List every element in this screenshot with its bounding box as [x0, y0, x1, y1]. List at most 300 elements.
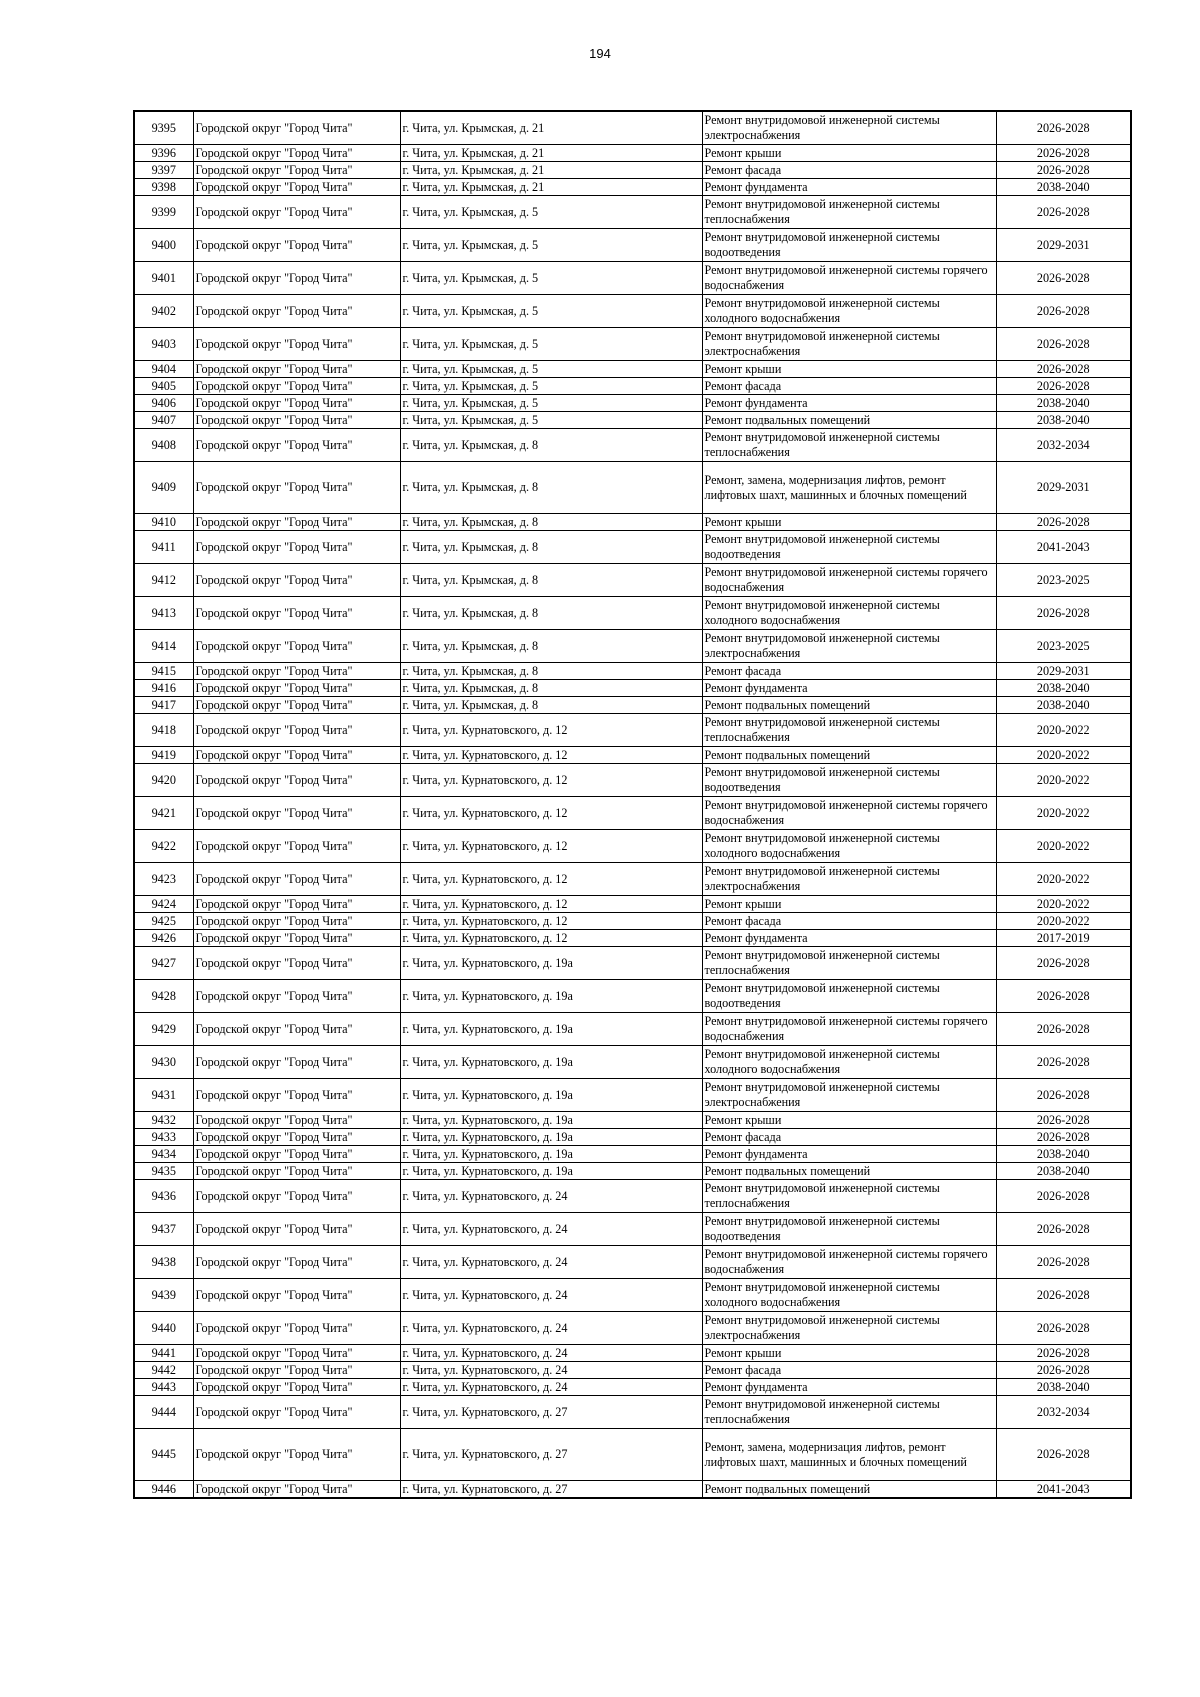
period-cell: 2032-2034 [996, 1396, 1131, 1429]
work-type-cell: Ремонт крыши [702, 896, 996, 913]
table-row [134, 514, 1131, 531]
municipality-cell: Городской округ "Город Чита" [193, 714, 400, 747]
table-row [134, 262, 1131, 295]
period-cell: 2038-2040 [996, 1163, 1131, 1180]
period-cell: 2026-2028 [996, 1213, 1131, 1246]
work-type-cell: Ремонт внутридомовой инженерной системы водоотведения [702, 980, 996, 1013]
work-type-cell: Ремонт фундамента [702, 1379, 996, 1396]
work-type-cell: Ремонт, замена, модернизация лифтов, ремонт лифтовых шахт, машинных и блочных помещений [702, 462, 996, 514]
work-type-cell: Ремонт фасада [702, 162, 996, 179]
address-cell: г. Чита, ул. Крымская, д. 8 [400, 680, 702, 697]
row-number: 9429 [134, 1013, 193, 1046]
table-row [134, 179, 1131, 196]
municipality-cell: Городской округ "Город Чита" [193, 111, 400, 145]
row-number: 9426 [134, 930, 193, 947]
row-number: 9443 [134, 1379, 193, 1396]
row-number: 9415 [134, 663, 193, 680]
address-cell: г. Чита, ул. Крымская, д. 5 [400, 361, 702, 378]
municipality-cell: Городской округ "Город Чита" [193, 980, 400, 1013]
work-type-cell: Ремонт внутридомовой инженерной системы электроснабжения [702, 863, 996, 896]
row-number: 9405 [134, 378, 193, 395]
period-cell: 2029-2031 [996, 663, 1131, 680]
address-cell: г. Чита, ул. Крымская, д. 21 [400, 179, 702, 196]
address-cell: г. Чита, ул. Крымская, д. 5 [400, 196, 702, 229]
table-row [134, 1396, 1131, 1429]
work-type-cell: Ремонт внутридомовой инженерной системы теплоснабжения [702, 714, 996, 747]
period-cell: 2029-2031 [996, 462, 1131, 514]
municipality-cell: Городской округ "Город Чита" [193, 913, 400, 930]
work-type-cell: Ремонт подвальных помещений [702, 1481, 996, 1499]
work-type-cell: Ремонт внутридомовой инженерной системы электроснабжения [702, 328, 996, 361]
table-row [134, 1180, 1131, 1213]
table-row [134, 947, 1131, 980]
row-number: 9416 [134, 680, 193, 697]
municipality-cell: Городской округ "Город Чита" [193, 361, 400, 378]
row-number: 9422 [134, 830, 193, 863]
municipality-cell: Городской округ "Город Чита" [193, 747, 400, 764]
row-number: 9398 [134, 179, 193, 196]
address-cell: г. Чита, ул. Крымская, д. 21 [400, 111, 702, 145]
period-cell: 2026-2028 [996, 378, 1131, 395]
period-cell: 2026-2028 [996, 1180, 1131, 1213]
address-cell: г. Чита, ул. Крымская, д. 8 [400, 462, 702, 514]
period-cell: 2038-2040 [996, 1379, 1131, 1396]
address-cell: г. Чита, ул. Курнатовского, д. 12 [400, 764, 702, 797]
table-row [134, 145, 1131, 162]
period-cell: 2026-2028 [996, 111, 1131, 145]
work-type-cell: Ремонт внутридомовой инженерной системы электроснабжения [702, 1312, 996, 1345]
address-cell: г. Чита, ул. Крымская, д. 5 [400, 378, 702, 395]
row-number: 9434 [134, 1146, 193, 1163]
municipality-cell: Городской округ "Город Чита" [193, 1046, 400, 1079]
period-cell: 2020-2022 [996, 896, 1131, 913]
work-type-cell: Ремонт внутридомовой инженерной системы водоотведения [702, 1213, 996, 1246]
address-cell: г. Чита, ул. Курнатовского, д. 12 [400, 896, 702, 913]
work-type-cell: Ремонт внутридомовой инженерной системы горячего водоснабжения [702, 1013, 996, 1046]
table-row [134, 462, 1131, 514]
table-row [134, 1112, 1131, 1129]
row-number: 9407 [134, 412, 193, 429]
row-number: 9438 [134, 1246, 193, 1279]
row-number: 9402 [134, 295, 193, 328]
municipality-cell: Городской округ "Город Чита" [193, 680, 400, 697]
address-cell: г. Чита, ул. Крымская, д. 21 [400, 162, 702, 179]
table-row [134, 680, 1131, 697]
period-cell: 2026-2028 [996, 1362, 1131, 1379]
row-number: 9439 [134, 1279, 193, 1312]
work-type-cell: Ремонт внутридомовой инженерной системы холодного водоснабжения [702, 597, 996, 630]
municipality-cell: Городской округ "Город Чита" [193, 412, 400, 429]
row-number: 9417 [134, 697, 193, 714]
row-number: 9437 [134, 1213, 193, 1246]
row-number: 9408 [134, 429, 193, 462]
address-cell: г. Чита, ул. Курнатовского, д. 24 [400, 1362, 702, 1379]
address-cell: г. Чита, ул. Крымская, д. 5 [400, 328, 702, 361]
work-type-cell: Ремонт внутридомовой инженерной системы горячего водоснабжения [702, 564, 996, 597]
row-number: 9412 [134, 564, 193, 597]
address-cell: г. Чита, ул. Курнатовского, д. 12 [400, 913, 702, 930]
municipality-cell: Городской округ "Город Чита" [193, 1129, 400, 1146]
row-number: 9414 [134, 630, 193, 663]
address-cell: г. Чита, ул. Крымская, д. 8 [400, 514, 702, 531]
period-cell: 2026-2028 [996, 1312, 1131, 1345]
municipality-cell: Городской округ "Город Чита" [193, 196, 400, 229]
municipality-cell: Городской округ "Город Чита" [193, 1246, 400, 1279]
table-row [134, 630, 1131, 663]
work-type-cell: Ремонт фундамента [702, 179, 996, 196]
municipality-cell: Городской округ "Город Чита" [193, 1163, 400, 1180]
work-type-cell: Ремонт подвальных помещений [702, 1163, 996, 1180]
address-cell: г. Чита, ул. Крымская, д. 21 [400, 145, 702, 162]
work-type-cell: Ремонт внутридомовой инженерной системы горячего водоснабжения [702, 1246, 996, 1279]
row-number: 9400 [134, 229, 193, 262]
table-row [134, 229, 1131, 262]
address-cell: г. Чита, ул. Курнатовского, д. 12 [400, 797, 702, 830]
work-type-cell: Ремонт подвальных помещений [702, 697, 996, 714]
work-type-cell: Ремонт внутридомовой инженерной системы теплоснабжения [702, 947, 996, 980]
address-cell: г. Чита, ул. Курнатовского, д. 27 [400, 1396, 702, 1429]
municipality-cell: Городской округ "Город Чита" [193, 863, 400, 896]
work-type-cell: Ремонт внутридомовой инженерной системы горячего водоснабжения [702, 797, 996, 830]
address-cell: г. Чита, ул. Курнатовского, д. 19а [400, 1079, 702, 1112]
row-number: 9425 [134, 913, 193, 930]
work-type-cell: Ремонт фасада [702, 913, 996, 930]
period-cell: 2038-2040 [996, 412, 1131, 429]
address-cell: г. Чита, ул. Курнатовского, д. 19а [400, 980, 702, 1013]
table-row [134, 1312, 1131, 1345]
row-number: 9396 [134, 145, 193, 162]
table-row [134, 697, 1131, 714]
work-type-cell: Ремонт внутридомовой инженерной системы горячего водоснабжения [702, 262, 996, 295]
period-cell: 2020-2022 [996, 797, 1131, 830]
table-row [134, 295, 1131, 328]
address-cell: г. Чита, ул. Курнатовского, д. 24 [400, 1345, 702, 1362]
address-cell: г. Чита, ул. Курнатовского, д. 12 [400, 863, 702, 896]
work-type-cell: Ремонт подвальных помещений [702, 412, 996, 429]
work-type-cell: Ремонт фундамента [702, 395, 996, 412]
work-type-cell: Ремонт внутридомовой инженерной системы электроснабжения [702, 1079, 996, 1112]
row-number: 9420 [134, 764, 193, 797]
address-cell: г. Чита, ул. Курнатовского, д. 12 [400, 930, 702, 947]
period-cell: 2026-2028 [996, 947, 1131, 980]
work-type-cell: Ремонт внутридомовой инженерной системы холодного водоснабжения [702, 1279, 996, 1312]
municipality-cell: Городской округ "Город Чита" [193, 1279, 400, 1312]
table-row [134, 797, 1131, 830]
address-cell: г. Чита, ул. Крымская, д. 5 [400, 229, 702, 262]
work-type-cell: Ремонт внутридомовой инженерной системы водоотведения [702, 764, 996, 797]
row-number: 9401 [134, 262, 193, 295]
period-cell: 2026-2028 [996, 1345, 1131, 1362]
municipality-cell: Городской округ "Город Чита" [193, 531, 400, 564]
work-type-cell: Ремонт внутридомовой инженерной системы холодного водоснабжения [702, 295, 996, 328]
row-number: 9410 [134, 514, 193, 531]
municipality-cell: Городской округ "Город Чита" [193, 429, 400, 462]
row-number: 9427 [134, 947, 193, 980]
municipality-cell: Городской округ "Город Чита" [193, 462, 400, 514]
period-cell: 2038-2040 [996, 395, 1131, 412]
period-cell: 2038-2040 [996, 179, 1131, 196]
table-row [134, 162, 1131, 179]
address-cell: г. Чита, ул. Крымская, д. 5 [400, 262, 702, 295]
period-cell: 2026-2028 [996, 361, 1131, 378]
row-number: 9428 [134, 980, 193, 1013]
period-cell: 2023-2025 [996, 564, 1131, 597]
row-number: 9418 [134, 714, 193, 747]
row-number: 9419 [134, 747, 193, 764]
address-cell: г. Чита, ул. Курнатовского, д. 12 [400, 714, 702, 747]
work-type-cell: Ремонт внутридомовой инженерной системы холодного водоснабжения [702, 830, 996, 863]
period-cell: 2020-2022 [996, 747, 1131, 764]
table-row [134, 1279, 1131, 1312]
table-row [134, 1079, 1131, 1112]
municipality-cell: Городской округ "Город Чита" [193, 663, 400, 680]
work-type-cell: Ремонт, замена, модернизация лифтов, ремонт лифтовых шахт, машинных и блочных помещений [702, 1429, 996, 1481]
period-cell: 2026-2028 [996, 145, 1131, 162]
work-type-cell: Ремонт внутридомовой инженерной системы водоотведения [702, 229, 996, 262]
row-number: 9397 [134, 162, 193, 179]
table-row [134, 913, 1131, 930]
municipality-cell: Городской округ "Город Чита" [193, 179, 400, 196]
period-cell: 2026-2028 [996, 1112, 1131, 1129]
table-row [134, 1246, 1131, 1279]
period-cell: 2041-2043 [996, 531, 1131, 564]
address-cell: г. Чита, ул. Курнатовского, д. 27 [400, 1481, 702, 1499]
row-number: 9444 [134, 1396, 193, 1429]
municipality-cell: Городской округ "Город Чита" [193, 262, 400, 295]
table-row [134, 395, 1131, 412]
period-cell: 2026-2028 [996, 1046, 1131, 1079]
work-type-cell: Ремонт фасада [702, 1129, 996, 1146]
work-type-cell: Ремонт фасада [702, 663, 996, 680]
address-cell: г. Чита, ул. Курнатовского, д. 24 [400, 1379, 702, 1396]
period-cell: 2026-2028 [996, 980, 1131, 1013]
work-type-cell: Ремонт внутридомовой инженерной системы холодного водоснабжения [702, 1046, 996, 1079]
period-cell: 2026-2028 [996, 262, 1131, 295]
municipality-cell: Городской округ "Город Чита" [193, 1312, 400, 1345]
address-cell: г. Чита, ул. Крымская, д. 8 [400, 597, 702, 630]
table-row [134, 1345, 1131, 1362]
address-cell: г. Чита, ул. Крымская, д. 5 [400, 295, 702, 328]
address-cell: г. Чита, ул. Курнатовского, д. 24 [400, 1312, 702, 1345]
period-cell: 2038-2040 [996, 1146, 1131, 1163]
municipality-cell: Городской округ "Город Чита" [193, 947, 400, 980]
municipality-cell: Городской округ "Город Чита" [193, 514, 400, 531]
table-row [134, 930, 1131, 947]
address-cell: г. Чита, ул. Крымская, д. 8 [400, 697, 702, 714]
address-cell: г. Чита, ул. Курнатовского, д. 19а [400, 1112, 702, 1129]
row-number: 9442 [134, 1362, 193, 1379]
row-number: 9436 [134, 1180, 193, 1213]
address-cell: г. Чита, ул. Крымская, д. 8 [400, 564, 702, 597]
period-cell: 2026-2028 [996, 514, 1131, 531]
municipality-cell: Городской округ "Город Чита" [193, 1429, 400, 1481]
period-cell: 2020-2022 [996, 764, 1131, 797]
row-number: 9413 [134, 597, 193, 630]
row-number: 9440 [134, 1312, 193, 1345]
table-row [134, 412, 1131, 429]
table-row [134, 196, 1131, 229]
work-type-cell: Ремонт фундамента [702, 930, 996, 947]
table-row [134, 1362, 1131, 1379]
address-cell: г. Чита, ул. Курнатовского, д. 19а [400, 1163, 702, 1180]
municipality-cell: Городской округ "Город Чита" [193, 564, 400, 597]
address-cell: г. Чита, ул. Курнатовского, д. 24 [400, 1279, 702, 1312]
work-type-cell: Ремонт фасада [702, 378, 996, 395]
municipality-cell: Городской округ "Город Чита" [193, 797, 400, 830]
municipality-cell: Городской округ "Город Чита" [193, 229, 400, 262]
address-cell: г. Чита, ул. Курнатовского, д. 24 [400, 1246, 702, 1279]
address-cell: г. Чита, ул. Курнатовского, д. 27 [400, 1429, 702, 1481]
address-cell: г. Чита, ул. Курнатовского, д. 19а [400, 947, 702, 980]
municipality-cell: Городской округ "Город Чита" [193, 630, 400, 663]
period-cell: 2026-2028 [996, 162, 1131, 179]
work-type-cell: Ремонт внутридомовой инженерной системы электроснабжения [702, 111, 996, 145]
page-number: 194 [589, 46, 611, 61]
work-type-cell: Ремонт фасада [702, 1362, 996, 1379]
period-cell: 2029-2031 [996, 229, 1131, 262]
municipality-cell: Городской округ "Город Чита" [193, 328, 400, 361]
row-number: 9431 [134, 1079, 193, 1112]
row-number: 9411 [134, 531, 193, 564]
address-cell: г. Чита, ул. Курнатовского, д. 24 [400, 1213, 702, 1246]
work-type-cell: Ремонт внутридомовой инженерной системы теплоснабжения [702, 1180, 996, 1213]
table-row [134, 361, 1131, 378]
municipality-cell: Городской округ "Город Чита" [193, 1180, 400, 1213]
table-row [134, 378, 1131, 395]
row-number: 9409 [134, 462, 193, 514]
work-type-cell: Ремонт внутридомовой инженерной системы теплоснабжения [702, 1396, 996, 1429]
row-number: 9433 [134, 1129, 193, 1146]
municipality-cell: Городской округ "Город Чита" [193, 295, 400, 328]
municipality-cell: Городской округ "Город Чита" [193, 830, 400, 863]
table-body [134, 111, 1131, 1498]
table-row [134, 1129, 1131, 1146]
period-cell: 2026-2028 [996, 196, 1131, 229]
municipality-cell: Городской округ "Город Чита" [193, 395, 400, 412]
table-row [134, 1481, 1131, 1499]
table-row [134, 1146, 1131, 1163]
row-number: 9404 [134, 361, 193, 378]
table-row [134, 429, 1131, 462]
address-cell: г. Чита, ул. Крымская, д. 5 [400, 395, 702, 412]
period-cell: 2026-2028 [996, 1279, 1131, 1312]
table-row [134, 1163, 1131, 1180]
work-type-cell: Ремонт подвальных помещений [702, 747, 996, 764]
municipality-cell: Городской округ "Город Чита" [193, 764, 400, 797]
work-type-cell: Ремонт фундамента [702, 680, 996, 697]
address-cell: г. Чита, ул. Курнатовского, д. 12 [400, 747, 702, 764]
row-number: 9421 [134, 797, 193, 830]
work-type-cell: Ремонт крыши [702, 1345, 996, 1362]
municipality-cell: Городской округ "Город Чита" [193, 697, 400, 714]
work-type-cell: Ремонт фундамента [702, 1146, 996, 1163]
table-row [134, 714, 1131, 747]
work-type-cell: Ремонт крыши [702, 145, 996, 162]
table-row [134, 764, 1131, 797]
row-number: 9432 [134, 1112, 193, 1129]
period-cell: 2038-2040 [996, 697, 1131, 714]
municipality-cell: Городской округ "Город Чита" [193, 930, 400, 947]
period-cell: 2026-2028 [996, 1013, 1131, 1046]
table-row [134, 1213, 1131, 1246]
table-row [134, 328, 1131, 361]
municipality-cell: Городской округ "Город Чита" [193, 1345, 400, 1362]
work-type-cell: Ремонт крыши [702, 514, 996, 531]
row-number: 9406 [134, 395, 193, 412]
row-number: 9435 [134, 1163, 193, 1180]
table-row [134, 747, 1131, 764]
row-number: 9403 [134, 328, 193, 361]
municipality-cell: Городской округ "Город Чита" [193, 378, 400, 395]
address-cell: г. Чита, ул. Курнатовского, д. 19а [400, 1129, 702, 1146]
repair-schedule-table [133, 110, 1132, 1499]
address-cell: г. Чита, ул. Крымская, д. 5 [400, 412, 702, 429]
address-cell: г. Чита, ул. Крымская, д. 8 [400, 630, 702, 663]
table-row [134, 597, 1131, 630]
row-number: 9445 [134, 1429, 193, 1481]
table-row [134, 830, 1131, 863]
row-number: 9446 [134, 1481, 193, 1499]
period-cell: 2026-2028 [996, 295, 1131, 328]
address-cell: г. Чита, ул. Курнатовского, д. 19а [400, 1046, 702, 1079]
address-cell: г. Чита, ул. Крымская, д. 8 [400, 429, 702, 462]
table-row [134, 1429, 1131, 1481]
period-cell: 2032-2034 [996, 429, 1131, 462]
address-cell: г. Чита, ул. Курнатовского, д. 19а [400, 1013, 702, 1046]
period-cell: 2026-2028 [996, 1079, 1131, 1112]
address-cell: г. Чита, ул. Крымская, д. 8 [400, 663, 702, 680]
period-cell: 2026-2028 [996, 1246, 1131, 1279]
municipality-cell: Городской округ "Город Чита" [193, 1481, 400, 1499]
municipality-cell: Городской округ "Город Чита" [193, 597, 400, 630]
municipality-cell: Городской округ "Город Чита" [193, 145, 400, 162]
period-cell: 2026-2028 [996, 328, 1131, 361]
address-cell: г. Чита, ул. Курнатовского, д. 12 [400, 830, 702, 863]
address-cell: г. Чита, ул. Курнатовского, д. 24 [400, 1180, 702, 1213]
work-type-cell: Ремонт внутридомовой инженерной системы теплоснабжения [702, 429, 996, 462]
municipality-cell: Городской округ "Город Чита" [193, 1362, 400, 1379]
period-cell: 2026-2028 [996, 597, 1131, 630]
municipality-cell: Городской округ "Город Чита" [193, 1013, 400, 1046]
table-row [134, 1013, 1131, 1046]
municipality-cell: Городской округ "Город Чита" [193, 1112, 400, 1129]
work-type-cell: Ремонт внутридомовой инженерной системы водоотведения [702, 531, 996, 564]
table-row [134, 1046, 1131, 1079]
work-type-cell: Ремонт внутридомовой инженерной системы электроснабжения [702, 630, 996, 663]
row-number: 9399 [134, 196, 193, 229]
table-row [134, 111, 1131, 145]
period-cell: 2041-2043 [996, 1481, 1131, 1499]
table-row [134, 1379, 1131, 1396]
municipality-cell: Городской округ "Город Чита" [193, 1213, 400, 1246]
table-row [134, 663, 1131, 680]
row-number: 9424 [134, 896, 193, 913]
table-row [134, 863, 1131, 896]
table-row [134, 531, 1131, 564]
period-cell: 2026-2028 [996, 1129, 1131, 1146]
work-type-cell: Ремонт внутридомовой инженерной системы теплоснабжения [702, 196, 996, 229]
municipality-cell: Городской округ "Город Чита" [193, 1379, 400, 1396]
period-cell: 2023-2025 [996, 630, 1131, 663]
period-cell: 2020-2022 [996, 913, 1131, 930]
municipality-cell: Городской округ "Город Чита" [193, 1079, 400, 1112]
table-row [134, 564, 1131, 597]
period-cell: 2026-2028 [996, 1429, 1131, 1481]
row-number: 9395 [134, 111, 193, 145]
table-row [134, 980, 1131, 1013]
row-number: 9423 [134, 863, 193, 896]
table-row [134, 896, 1131, 913]
